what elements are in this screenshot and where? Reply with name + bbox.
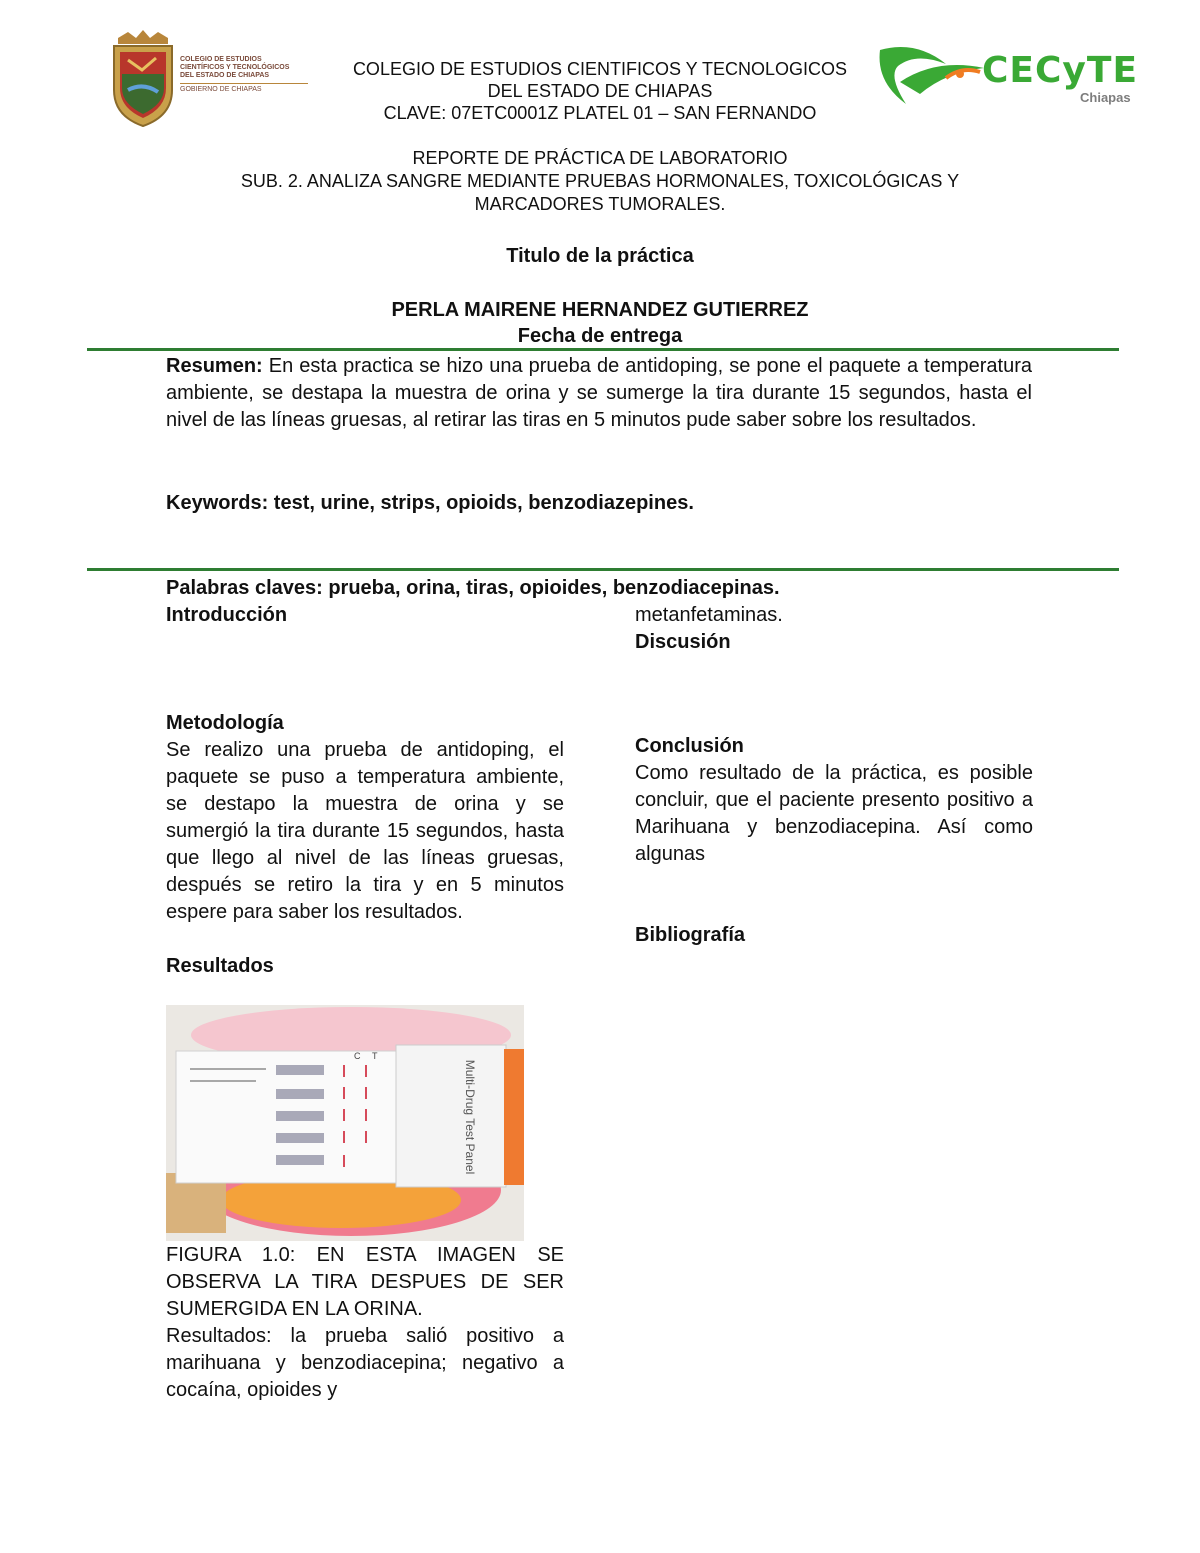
- drug-test-photo: [166, 1005, 524, 1241]
- logo-text-line1: COLEGIO DE ESTUDIOS: [180, 56, 262, 63]
- discusion-heading: Discusión: [635, 631, 731, 653]
- cecyte-brand-text: CECyTE: [982, 50, 1139, 91]
- author-name: PERLA MAIRENE HERNANDEZ GUTIERREZ: [391, 299, 809, 321]
- strip-t-label: T: [372, 1051, 378, 1061]
- institution-line-2: DEL ESTADO DE CHIAPAS: [487, 81, 713, 101]
- metodologia-text: Se realizo una prueba de antidoping, el paquete se puso a temperatura ambiente, se destapo la muestra de orina y se sumergió la tira durante 15 segundos, hasta que llego al nivel de las líneas gruesas, después se retiro la tira y en 5 minutos espere para saber los resultados.: [166, 739, 564, 923]
- metodologia-heading: Metodología: [166, 712, 284, 734]
- abstract-label: Resumen:: [166, 355, 263, 377]
- institution-line-3: CLAVE: 07ETC0001Z PLATEL 01 – SAN FERNANDO: [383, 103, 817, 123]
- palabras-claves: Palabras claves: prueba, orina, tiras, opioides, benzodiacepinas.: [166, 577, 780, 599]
- report-line-3: MARCADORES TUMORALES.: [474, 194, 726, 214]
- report-line-2: SUB. 2. ANALIZA SANGRE MEDIANTE PRUEBAS HORMONALES, TOXICOLÓGICAS Y: [240, 171, 960, 191]
- conclusion-heading: Conclusión: [635, 735, 744, 757]
- institution-line-1: COLEGIO DE ESTUDIOS CIENTIFICOS Y TECNOLOGICOS: [352, 59, 848, 79]
- delivery-date-label: Fecha de entrega: [517, 325, 683, 347]
- continued-text: metanfetaminas.: [635, 604, 783, 626]
- bibliografia-heading: Bibliografía: [635, 924, 746, 946]
- cecyte-sub-text: Chiapas: [1080, 90, 1131, 105]
- strip-c-label: C: [354, 1051, 361, 1061]
- abstract-text: En esta practica se hizo una prueba de antidoping, se pone el paquete a temperatura ambiente, se destapa la muestra de orina y se sumerge la tira durante 15 segundos, hasta el nivel de las líneas gruesas, al retirar las tiras en 5 minutos pude saber sobre los resultados.: [166, 355, 1032, 431]
- test-panel-label: Multi-Drug Test Panel: [463, 1059, 477, 1175]
- results-photo: [166, 1005, 524, 1241]
- logo-text-line2: CIENTÍFICOS Y TECNOLÓGICOS: [180, 64, 290, 71]
- bottom-divider: [87, 568, 1119, 571]
- practice-title: Titulo de la práctica: [506, 245, 694, 267]
- top-divider: [87, 348, 1119, 351]
- logo-text-line3: DEL ESTADO DE CHIAPAS: [180, 72, 270, 79]
- resultados-text: Resultados: la prueba salió positivo a marihuana y benzodiacepina; negativo a cocaína, opioides y: [166, 1325, 564, 1401]
- resultados-heading: Resultados: [166, 955, 274, 977]
- left-column: [166, 602, 564, 980]
- report-line-1: REPORTE DE PRÁCTICA DE LABORATORIO: [412, 148, 788, 168]
- keywords: Keywords: test, urine, strips, opioids, benzodiazepines.: [166, 492, 694, 514]
- introduccion-heading: Introducción: [166, 604, 288, 626]
- figure-caption: FIGURA 1.0: EN ESTA IMAGEN SE OBSERVA LA TIRA DESPUES DE SER SUMERGIDA EN LA ORINA.: [166, 1244, 564, 1320]
- conclusion-text: Como resultado de la práctica, es posible concluir, que el paciente presento positivo a Marihuana y benzodiacepina. Así como algunas: [635, 762, 1033, 865]
- right-column: [635, 602, 1033, 949]
- abstract: [166, 353, 1032, 434]
- logo-text-line4: GOBIERNO DE CHIAPAS: [180, 86, 262, 93]
